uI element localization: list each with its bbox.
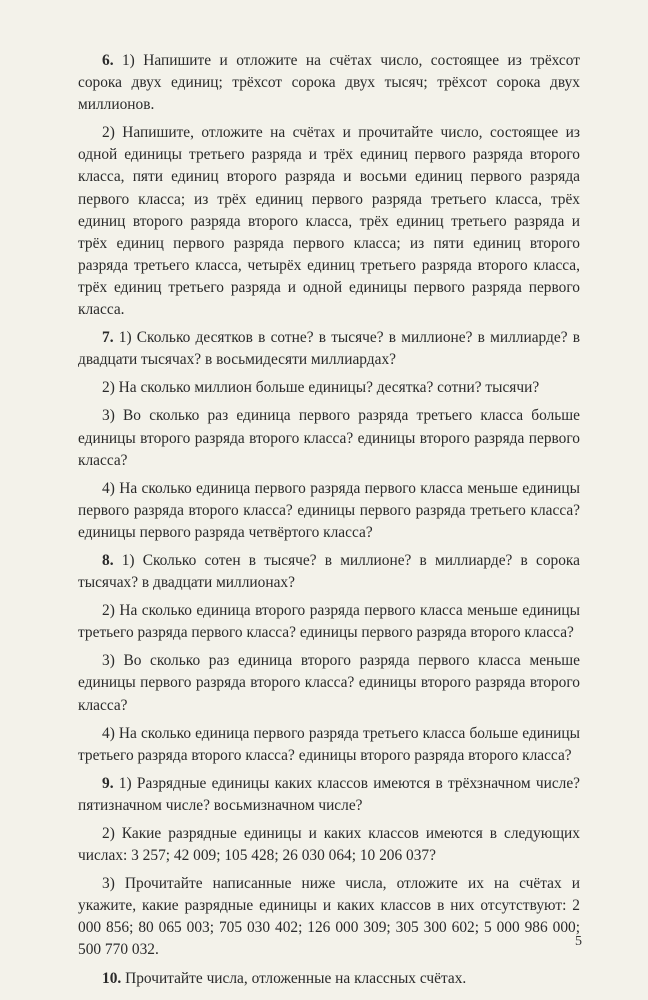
exercise-8-part-3 [78,650,580,716]
exercise-8-part-2 [78,600,580,644]
exercise-6-part-1 [78,50,580,116]
exercise-7-part-1 [78,327,580,371]
paragraph-text: 4) На сколько единица первого разряда первого класса меньше единицы первого разряда второго класса? единицы первого разряда третьего класса? единицы первого разряда четвёртого класса? [78,479,580,541]
paragraph-text: 1) Напишите и отложите на счётах число, состоящее из трёхсот сорока двух единиц; трёхсот сорока двух тысяч; трёхсот сорока двух миллионов. [78,52,580,114]
paragraph-text: 3) Прочитайте написанные ниже числа, отложите их на счётах и укажите, какие разрядные единицы и каких классов в них отсутствуют: 2 000 856; 80 065 003; 705 030 402; 126 000 309; 305 300 602; 5 000 986 000; 500 770 032. [78,875,580,959]
paragraph-text: 2) Какие разрядные единицы и каких классов имеются в следующих числах: 3 257; 42 009; 105 428; 26 030 064; 10 206 037? [78,825,580,865]
exercise-9-part-1 [78,773,580,817]
exercise-7-part-4 [78,478,580,544]
paragraph-text: 3) Во сколько раз единица второго разряда первого класса меньше единицы первого разряда второго класса? единицы второго разряда второго класса? [78,652,580,714]
paragraph-text: 2) На сколько миллион больше единицы? десятка? сотни? тысячи? [102,379,540,397]
exercise-9-part-2 [78,823,580,867]
exercise-6-part-2 [78,122,580,321]
exercise-10 [78,968,580,990]
exercise-number: 9. [102,774,114,792]
paragraph-text: 1) Сколько сотен в тысяче? в миллионе? в миллиарде? в сорока тысячах? в двадцати миллионах? [78,551,580,592]
exercise-8-part-1 [78,550,580,594]
exercise-number: 10. [102,969,122,987]
exercise-7-part-3 [78,405,580,471]
paragraph-text: 2) На сколько единица второго разряда первого класса меньше единицы третьего разряда первого класса? единицы первого разряда второго класса? [78,602,580,642]
exercise-9-part-3 [78,873,580,961]
paragraph-text: 1) Разрядные единицы каких классов имеются в трёхзначном числе? пятизначном числе? восьмизначном числе? [78,774,580,814]
exercise-8-part-4 [78,723,580,767]
paragraph-text: Прочитайте числа, отложенные на классных счётах. [121,969,467,987]
exercise-number: 7. [102,329,114,347]
paragraph-text: 2) Напишите, отложите на счётах и прочитайте число, состоящее из одной единицы третьего разряда и трёх единиц первого разряда второго класса, пяти единиц второго разряда и восьми единиц первого разряда первого класса; из трёх единиц первого разряда третьего класса, трёх единиц второго разряда второго класса, трёх единиц третьего разряда и трёх единиц первого разряда первого класса; из пяти единиц второго разряда третьего класса, четырёх единиц третьего разряда второго класса, трёх единиц третьего разряда и одной единицы первого разряда первого класса. [78,124,580,319]
exercise-7-part-2 [78,377,580,399]
paragraph-text: 1) Сколько десятков в сотне? в тысяче? в миллионе? в миллиарде? в двадцати тысячах? в восьмидесяти миллиардах? [78,329,580,369]
exercise-number: 6. [102,52,114,69]
exercise-number: 8. [102,551,114,569]
paragraph-text: 3) Во сколько раз единица первого разряда третьего класса больше единицы второго разряда второго класса? единицы второго разряда первого класса? [78,407,580,469]
page-number: 5 [575,934,582,949]
paragraph-text: 4) На сколько единица первого разряда третьего класса больше единицы третьего разряда второго класса? единицы второго разряда второго класса? [78,724,580,764]
